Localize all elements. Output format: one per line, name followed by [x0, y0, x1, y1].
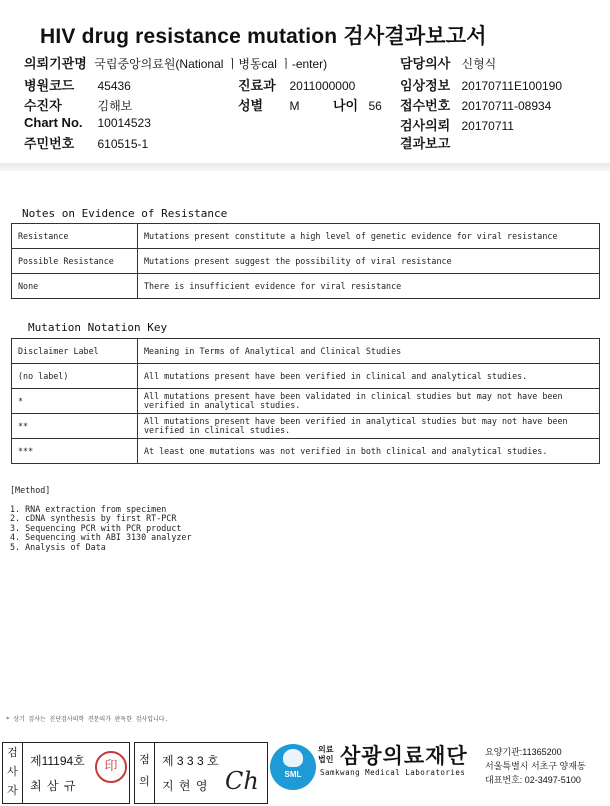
- header-row-receipt-no: [400, 95, 551, 114]
- field-label: 의뢰기관명: [24, 56, 87, 71]
- field-label: 접수번호: [400, 98, 451, 113]
- field-label: 병원코드: [24, 78, 75, 93]
- evidence-term: None: [12, 274, 138, 299]
- evidence-meaning: There is insufficient evidence for viral resistance: [138, 274, 600, 299]
- notation-table: [11, 338, 600, 464]
- field-label: 나이: [332, 98, 359, 113]
- evidence-meaning: Mutations present constitute a high level of genetic evidence for viral resistance: [138, 224, 600, 249]
- footnote: * 상기 검사는 진단검사의학 전문의가 판독한 검사입니다.: [6, 716, 169, 723]
- evidence-term: Possible Resistance: [12, 249, 138, 274]
- field-label: 성별: [238, 98, 264, 113]
- evidence-term: Resistance: [12, 224, 138, 249]
- header-row-hospital-code: [24, 75, 131, 94]
- header-row-doctor: [400, 53, 496, 72]
- field-value: 10014523: [97, 116, 151, 130]
- notation-meaning: Meaning in Terms of Analytical and Clinical Studies: [138, 339, 600, 364]
- notation-term: **: [12, 414, 138, 439]
- table-row: [12, 364, 600, 389]
- license-no: 요양기관:11365200: [485, 747, 562, 757]
- field-value: 20170711: [461, 119, 514, 133]
- field-value: 국립중앙의료원(National ㅣ병동cal ㅣ-enter): [94, 57, 328, 71]
- reviewer-box: [134, 742, 268, 804]
- signature: Ch: [225, 767, 259, 795]
- footer: [0, 742, 610, 806]
- field-label: 임상정보: [400, 78, 451, 93]
- reviewer-label: 점의: [135, 743, 155, 803]
- header-row-institution: [24, 53, 327, 72]
- header-row-report-date: [400, 133, 458, 152]
- sml-logo-icon: [270, 744, 316, 790]
- method-heading: [Method]: [10, 485, 51, 495]
- org-name-en: Samkwang Medical Laboratories: [320, 768, 466, 777]
- list-item: 2. cDNA synthesis by first RT-PCR: [10, 513, 177, 524]
- table-row: [12, 274, 600, 299]
- header-row-resident-no: [24, 133, 148, 152]
- evidence-heading: Notes on Evidence of Resistance: [22, 207, 228, 220]
- logo-figure: [283, 749, 303, 767]
- field-label: 담당의사: [400, 56, 451, 71]
- field-value: 20170711-08934: [461, 99, 552, 113]
- field-value: M: [289, 99, 300, 113]
- address: 서울특별시 서초구 양재동: [485, 761, 586, 771]
- method-list: [10, 505, 192, 552]
- field-label: Chart No.: [24, 115, 83, 130]
- list-item: 5. Analysis of Data: [10, 541, 106, 552]
- org-prefix: [318, 745, 333, 765]
- header-row-clinical-info: [400, 75, 562, 94]
- notation-term: *: [12, 389, 138, 414]
- phone: 대표번호: 02-3497-5100: [485, 775, 581, 785]
- list-item: 4. Sequencing with ABI 3130 analyzer: [10, 532, 192, 543]
- header-row-chart-no: [24, 115, 151, 130]
- reviewer-name: 지 현 영: [162, 779, 209, 793]
- evidence-table: [11, 223, 600, 299]
- field-value: 20170711E100190: [461, 79, 563, 93]
- org-name: 삼광의료재단: [340, 745, 468, 768]
- notation-heading: Mutation Notation Key: [28, 321, 168, 334]
- notation-meaning: All mutations present have been verified in analytical studies but may not have been verified in clinical studies.: [138, 414, 600, 439]
- header-row-sex-age: [238, 95, 382, 114]
- inspector-box: [2, 742, 130, 804]
- inspector-license-no: 제11194호: [30, 754, 85, 768]
- field-value: 신형식: [461, 57, 497, 71]
- logo-text: SML: [284, 770, 302, 779]
- header-row-request-date: [400, 115, 514, 134]
- field-value: 45436: [97, 79, 131, 93]
- field-value: 2011000000: [289, 79, 356, 93]
- header-row-patient: [24, 95, 132, 114]
- field-value: 56: [368, 99, 382, 113]
- field-label: 주민번호: [24, 136, 75, 151]
- field-value: 610515-1: [97, 137, 149, 151]
- table-row: [12, 439, 600, 464]
- table-row: [12, 249, 600, 274]
- header-divider: [0, 163, 610, 171]
- notation-meaning: All mutations present have been verified in clinical and analytical studies.: [138, 364, 600, 389]
- evidence-meaning: Mutations present suggest the possibility of viral resistance: [138, 249, 600, 274]
- org-prefix-top: 의료: [318, 745, 334, 754]
- inspector-name: 최 삼 규: [30, 779, 77, 793]
- table-row: [12, 339, 600, 364]
- field-label: 검사의뢰: [400, 118, 451, 133]
- list-item: 1. RNA extraction from specimen: [10, 504, 167, 514]
- table-row: [12, 414, 600, 439]
- notation-term: (no label): [12, 364, 138, 389]
- field-label: 수진자: [24, 98, 62, 113]
- notation-term: ***: [12, 439, 138, 464]
- table-row: [12, 389, 600, 414]
- header-row-dept: [238, 75, 355, 94]
- inspector-label: 검사자: [3, 743, 23, 803]
- notation-meaning: At least one mutations was not verified in both clinical and analytical studies.: [138, 439, 600, 464]
- field-value: 김해보: [97, 99, 133, 113]
- reviewer-license-no: 제 3 3 3 호: [162, 754, 219, 768]
- org-contact: [485, 745, 586, 787]
- notation-term: Disclaimer Label: [12, 339, 138, 364]
- report-title: HIV drug resistance mutation 검사결과보고서: [40, 25, 487, 48]
- org-prefix-bottom: 법인: [318, 755, 334, 764]
- field-label: 진료과: [238, 78, 276, 93]
- list-item: 3. Sequencing PCR with PCR product: [10, 522, 182, 533]
- field-label: 결과보고: [400, 136, 451, 151]
- seal-stamp: 印: [95, 751, 127, 783]
- notation-meaning: All mutations present have been validated in clinical studies but may not have been verified in analytical studies.: [138, 389, 600, 414]
- table-row: [12, 224, 600, 249]
